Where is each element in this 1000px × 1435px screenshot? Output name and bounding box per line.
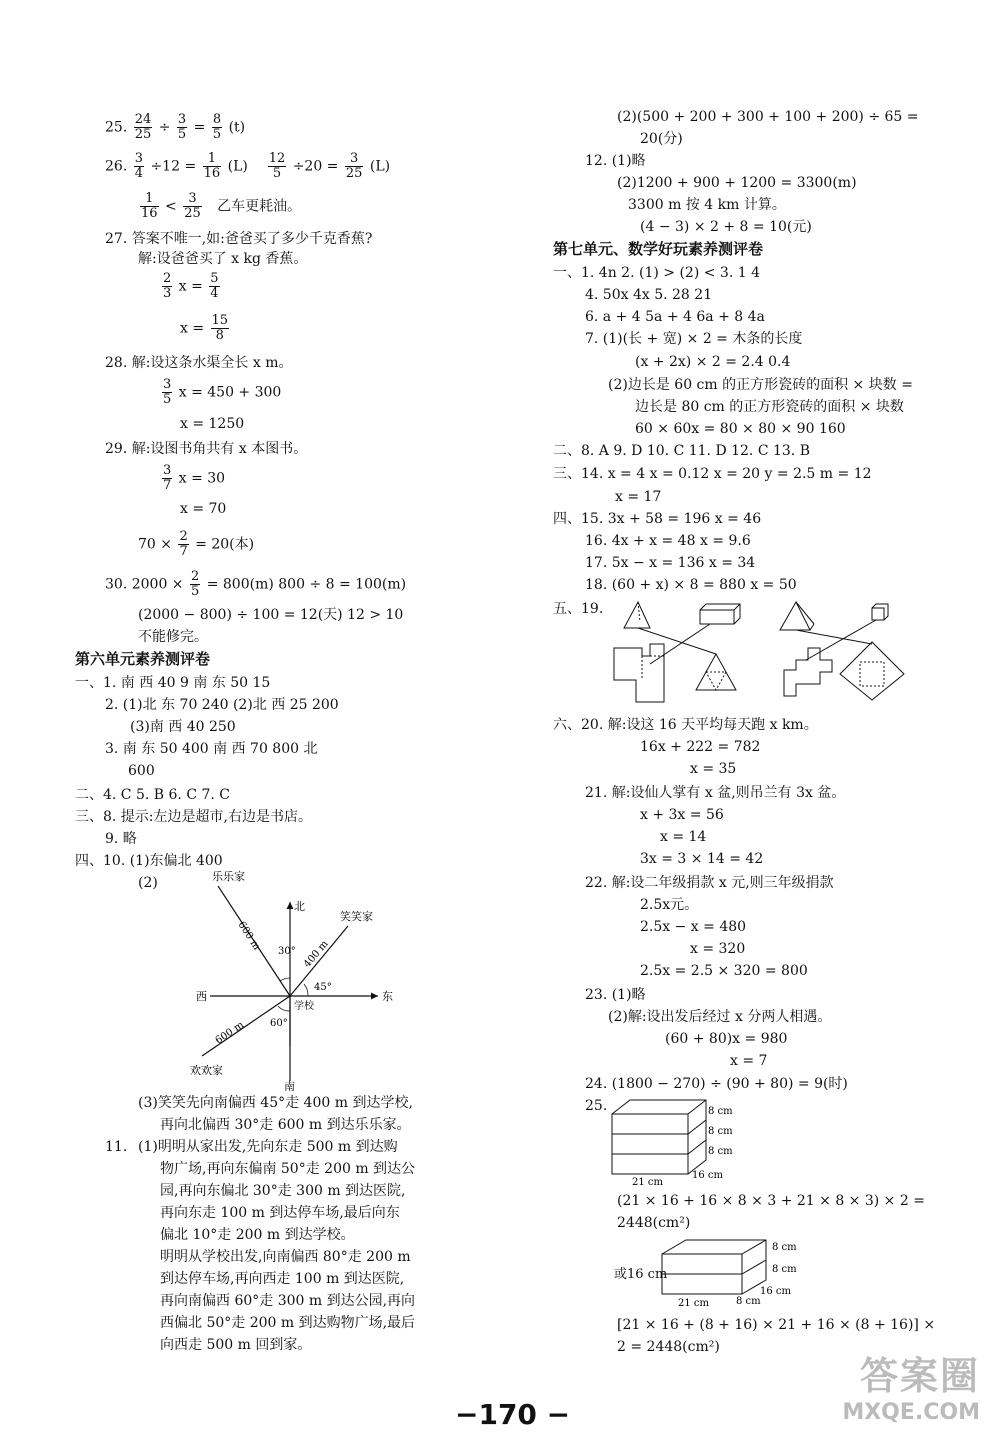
u7-line: 60 × 60x = 80 × 80 × 90 160: [635, 421, 846, 437]
q11-line: 物广场,再向东偏南 50°走 200 m 到达公: [160, 1161, 416, 1177]
u7-line: 21. 解:设仙人掌有 x 盆,则吊兰有 3x 盆。: [585, 785, 846, 801]
q10-3-line: (3)笑笑先向南偏西 45°走 400 m 到达学校,: [138, 1095, 413, 1111]
xiaoxiao-label: 笑笑家: [340, 910, 373, 923]
u7-line: 6. a + 4 5a + 4 6a + 8 4a: [585, 309, 765, 325]
u7-line: 3x = 3 × 14 = 42: [640, 851, 764, 867]
or-label: 或16 cm: [614, 1267, 668, 1282]
q28-line1: 28. 解:设这条水渠全长 x m。: [105, 355, 293, 371]
u7-line: (2)解:设出发后经过 x 分两人相遇。: [608, 1009, 832, 1025]
q30-line3: 不能修完。: [138, 629, 208, 645]
solids-nets-matching: [610, 598, 910, 703]
q25: 25. $\frac{24}{25}$ ÷ $\frac{3}{5}$ = $\frac{8}{5}$ (t): [105, 112, 246, 142]
u6-line: (2): [138, 875, 158, 891]
q11-line: 向西走 500 m 回到家。: [160, 1337, 312, 1353]
cube-icon: [872, 608, 884, 620]
q11-line: 园,再向东偏北 30°走 300 m 到达医院,: [160, 1183, 406, 1199]
distance-label: 600 m: [235, 919, 263, 953]
calc-line: 2448(cm²): [617, 1215, 691, 1231]
watermark-url: MXQE.COM: [842, 1400, 980, 1425]
r-line: (2)1200 + 900 + 1200 = 3300(m): [617, 175, 857, 191]
q11-num: 11.: [105, 1139, 128, 1155]
unit7-title: 第七单元、数学好玩素养测评卷: [553, 240, 764, 258]
svg-text:16 cm: 16 cm: [760, 1286, 791, 1297]
u7-line: x = 14: [660, 829, 707, 845]
q11-line: (1)明明从家出发,先向东走 500 m 到达购: [138, 1139, 398, 1155]
u7-line: 一、1. 4n 2. (1) > (2) < 3. 1 4: [553, 265, 760, 281]
west-label: 西: [196, 990, 207, 1003]
q29-eq1: $\frac{3}{7}$ x = 30: [163, 463, 226, 493]
u7-line: x = 35: [690, 761, 737, 777]
u6-line: 四、10. (1)东偏北 400: [75, 853, 223, 869]
fraction: $\frac{1}{16}$: [203, 151, 221, 181]
watermark-logo: 答案圈: [859, 1354, 980, 1398]
r-line: 12. (1)略: [585, 153, 646, 169]
q11-line: 到达停车场,再向西走 100 m 到达医院,: [160, 1271, 405, 1287]
fraction: $\frac{3}{4}$: [134, 151, 143, 181]
cube-net-icon: [784, 648, 832, 696]
u7-line: 17. 5x − x = 136 x = 34: [585, 555, 756, 571]
q30-line2: (2000 − 800) ÷ 100 = 12(天) 12 > 10: [138, 607, 404, 623]
school-label: 学校: [294, 1001, 314, 1012]
r-line: 20(分): [640, 131, 683, 147]
page-number: −170 −: [455, 1398, 571, 1431]
svg-text:8 cm: 8 cm: [708, 1146, 733, 1157]
u7-line: 24. (1800 − 270) ÷ (90 + 80) = 9(时): [585, 1076, 848, 1092]
svg-text:8 cm: 8 cm: [708, 1126, 733, 1137]
q29-eq3: 70 × $\frac{2}{7}$ = 20(本): [138, 529, 255, 559]
pyramid-net-icon: [840, 642, 904, 700]
q11-line: 再向东走 100 m 到达停车场,最后向东: [160, 1205, 400, 1221]
angle-label: 30°: [278, 946, 296, 957]
u7-line: 二、8. A 9. D 10. C 11. D 12. C 13. B: [553, 443, 810, 459]
svg-text:8 cm: 8 cm: [708, 1106, 733, 1117]
u7-line: 2.5x元。: [640, 897, 699, 913]
unit6-title: 第六单元素养测评卷: [75, 650, 211, 668]
q-number: 25.: [105, 119, 128, 136]
calc-line: 2 = 2448(cm²): [617, 1339, 720, 1355]
north-label: 北: [294, 900, 305, 913]
stacked-box-diagram: [610, 1096, 750, 1186]
calc-line: (21 × 16 + 16 × 8 × 3 + 21 × 8 × 3) × 2 =: [617, 1193, 925, 1209]
fraction: $\frac{8}{5}$: [212, 112, 222, 142]
u6-line: 2. (1)北 东 70 240 (2)北 西 25 200: [105, 697, 339, 713]
u7-line: x + 3x = 56: [640, 807, 724, 823]
fraction: $\frac{12}{5}$: [268, 151, 286, 181]
fraction: $\frac{3}{25}$: [184, 191, 201, 221]
fraction: $\frac{3}{5}$: [177, 112, 187, 142]
q11-line: 再向南偏西 60°走 300 m 到达公园,再向: [160, 1293, 416, 1309]
q27-line1: 27. 答案不唯一,如:爸爸买了多少千克香蕉?: [105, 231, 373, 247]
q11-line: 偏北 10°走 200 m 到达学校。: [160, 1227, 355, 1243]
u6-line: 二、4. C 5. B 6. C 7. C: [75, 787, 231, 803]
u6-line: 一、1. 南 西 40 9 南 东 50 15: [75, 675, 271, 691]
u7-line: 7. (1)(长 + 宽) × 2 = 木条的长度: [585, 331, 803, 347]
r-line: (2)(500 + 200 + 300 + 100 + 200) ÷ 65 =: [617, 109, 919, 125]
u7-line: 23. (1)略: [585, 987, 646, 1003]
u7-line: 25.: [585, 1098, 608, 1114]
u7-line: 16. 4x + x = 48 x = 9.6: [585, 533, 751, 549]
square-pyramid-icon: [780, 602, 810, 630]
u7-line: 18. (60 + x) × 8 = 880 x = 50: [585, 577, 797, 593]
u7-line: 四、15. 3x + 58 = 196 x = 46: [553, 511, 762, 527]
u6-line: 600: [128, 763, 155, 779]
u7-line: 22. 解:设二年级捐款 x 元,则三年级捐款: [585, 875, 834, 891]
side-by-side-box-diagram: [660, 1236, 810, 1308]
calc-line: [21 × 16 + (8 + 16) × 21 + 16 × (8 + 16)] ×: [617, 1317, 936, 1333]
q27-eq2: x = $\frac{15}{8}$: [180, 313, 229, 343]
watermark: [842, 1345, 980, 1425]
u6-line: (3)南 西 40 250: [130, 719, 236, 735]
q26-compare: $\frac{1}{16}$ < $\frac{3}{25}$ 乙车更耗油。: [141, 191, 302, 221]
u7-line: x = 7: [730, 1053, 768, 1069]
east-label: 东: [382, 990, 393, 1003]
svg-text:16 cm: 16 cm: [692, 1170, 723, 1181]
cuboid-net-icon: [614, 644, 664, 702]
distance-label: 400 m: [301, 938, 331, 970]
svg-text:8 cm: 8 cm: [772, 1264, 797, 1275]
q11-line: 西偏北 50°走 200 m 到达购物广场,最后: [160, 1315, 416, 1331]
u7-line: 2.5x = 2.5 × 320 = 800: [640, 963, 808, 979]
q27-line2: 解:设爸爸买了 x kg 香蕉。: [138, 251, 308, 267]
u7-line: 三、14. x = 4 x = 0.12 x = 20 y = 2.5 m = 12: [553, 466, 872, 482]
r-line: 3300 m 按 4 km 计算。: [628, 197, 786, 213]
q29-line1: 29. 解:设图书角共有 x 本图书。: [105, 441, 308, 457]
q28-eq1: $\frac{3}{5}$ x = 450 + 300: [163, 377, 282, 407]
fraction: $\frac{3}{25}$: [345, 151, 363, 181]
u7-line: 五、19.: [553, 601, 604, 617]
u6-line: 三、8. 提示:左边是超市,右边是书店。: [75, 809, 312, 825]
fraction: $\frac{24}{25}$: [134, 112, 152, 142]
angle-label: 45°: [314, 982, 332, 993]
tetrahedron-icon: [624, 602, 650, 628]
q11-line: 明明从学校出发,向南偏西 80°走 200 m: [160, 1249, 411, 1265]
south-label: 南: [284, 1080, 295, 1091]
u6-line: 3. 南 东 50 400 南 西 70 800 北: [105, 741, 318, 757]
huanhuan-label: 欢欢家: [190, 1064, 223, 1077]
fraction: $\frac{1}{16}$: [141, 191, 158, 221]
q28-eq2: x = 1250: [180, 416, 245, 432]
u7-line: 边长是 80 cm 的正方形瓷砖的面积 × 块数: [635, 399, 904, 415]
svg-text:21 cm: 21 cm: [632, 1177, 663, 1186]
svg-text:8 cm: 8 cm: [736, 1296, 761, 1307]
q10-3-line: 再向北偏西 30°走 600 m 到达乐乐家。: [160, 1117, 411, 1133]
q29-eq2: x = 70: [180, 501, 227, 517]
u6-line: 9. 略: [105, 831, 137, 847]
svg-text:21 cm: 21 cm: [678, 1298, 709, 1308]
r-line: (4 − 3) × 2 + 8 = 10(元): [640, 219, 812, 235]
angle-label: 60°: [270, 1018, 288, 1029]
q26: 26. $\frac{3}{4}$ ÷12 = $\frac{1}{16}$ (L) $\frac{12}{5}$ ÷20 = $\frac{3}{25}$ (L): [105, 151, 391, 181]
u7-line: 4. 50x 4x 5. 28 21: [585, 287, 713, 303]
u7-line: (60 + 80)x = 980: [665, 1031, 788, 1047]
u7-line: x = 17: [615, 489, 662, 505]
q30-line1: 30. 2000 × $\frac{2}{5}$ = 800(m) 800 ÷ 8 = 100(m): [105, 569, 407, 599]
u7-line: (2)边长是 60 cm 的正方形瓷砖的面积 × 块数 =: [608, 377, 913, 393]
u7-line: (x + 2x) × 2 = 2.4 0.4: [635, 354, 791, 370]
u7-line: 六、20. 解:设这 16 天平均每天跑 x km。: [553, 717, 818, 733]
u7-line: 16x + 222 = 782: [640, 739, 761, 755]
distance-label: 600 m: [213, 1019, 246, 1047]
lele-label: 乐乐家: [212, 870, 245, 883]
q27-eq1: $\frac{2}{3}$ x = $\frac{5}{4}$: [163, 271, 219, 301]
u7-line: 2.5x − x = 480: [640, 919, 747, 935]
svg-text:8 cm: 8 cm: [772, 1242, 797, 1253]
compass-diagram: [190, 866, 400, 1091]
u7-line: x = 320: [690, 941, 746, 957]
cuboid-icon: [700, 610, 734, 624]
